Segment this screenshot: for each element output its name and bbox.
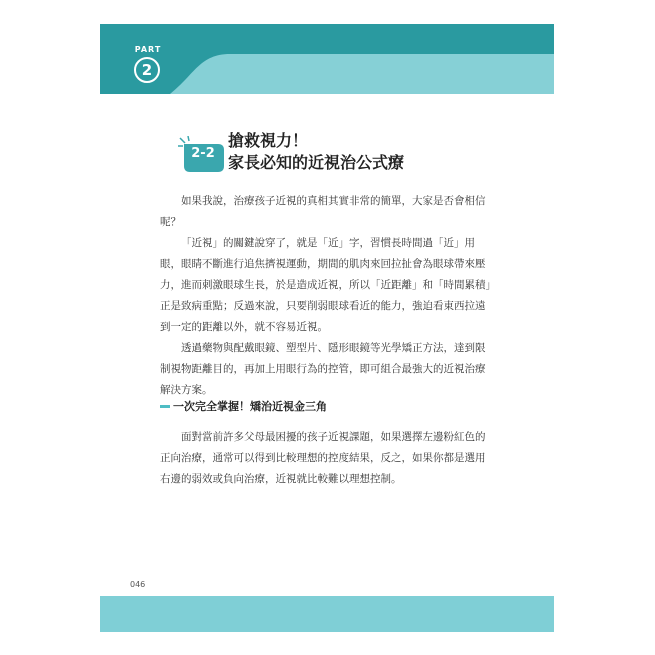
- paragraph: 「近視」的關鍵說穿了，就是「近」字，習慣長時間過「近」用眼，眼睛不斷進行追焦擠視運動，期間的肌肉來回拉扯會為眼球帶來壓力，進而刺激眼球生長，於是造成近視，所以「近距離」和「時間累積」正是致病重點；反過來說，只要削弱眼球看近的能力，強迫看東西拉遠到一定的距離以外，就不容易近視。: [160, 237, 491, 333]
- body-text-block-1: [160, 191, 492, 401]
- section-title-line-1: 搶救視力！: [228, 131, 309, 150]
- section-title: [228, 130, 548, 174]
- footer-band: [100, 596, 554, 632]
- header-band: [100, 24, 554, 94]
- section-number: 2-2: [191, 146, 215, 161]
- header-band-light: [170, 54, 554, 94]
- page-number: 046: [130, 580, 146, 589]
- paragraph: 面對當前許多父母最困擾的孩子近視課題，如果選擇左邊粉紅色的正向治療，通常可以得到比較理想的控度結果，反之，如果你都是選用右邊的弱效或負向治療，近視就比較難以理想控制。: [160, 431, 486, 485]
- part-number-badge: 2: [134, 57, 160, 83]
- paragraph: 如果我說，治療孩子近視的真相其實非常的簡單，大家是否會相信呢？: [160, 195, 486, 228]
- body-text-block-2: [160, 427, 492, 490]
- section-title-line-2: 家長必知的近視治公式療: [228, 153, 405, 172]
- subheading-text: 一次完全掌握！矯治近視金三角: [173, 400, 327, 413]
- subheading-dash-icon: [160, 405, 170, 408]
- subheading: [160, 398, 327, 414]
- paragraph: 透過藥物與配戴眼鏡、塑型片、隱形眼鏡等光學矯正方法，達到限制視物距離目的，再加上用眼行為的控管，即可組合最強大的近視治療解決方案。: [160, 342, 486, 396]
- part-label: PART: [134, 45, 162, 54]
